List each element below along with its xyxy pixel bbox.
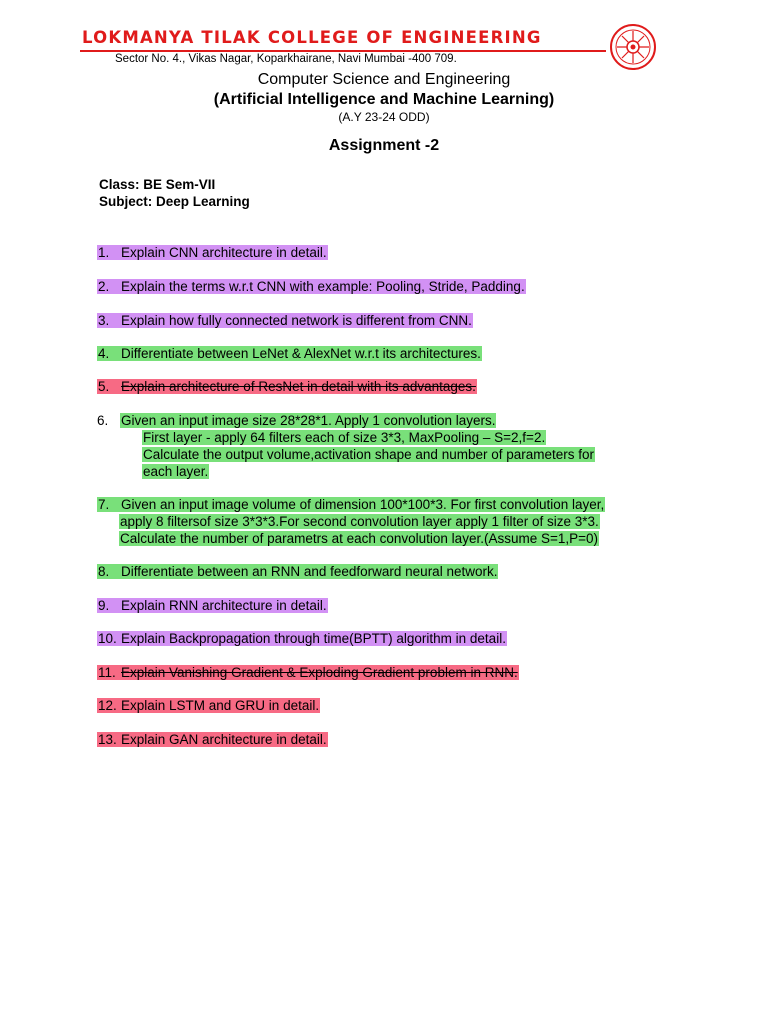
- question-number: 8.: [98, 564, 110, 579]
- question-number: 2.: [98, 279, 110, 294]
- question-7-line-3: Calculate the number of parametrs at each convolution layer.(Assume S=1,P=0): [120, 531, 599, 546]
- question-text: Given an input image size 28*28*1. Apply 1 convolution layers.: [121, 413, 496, 428]
- question-text: Differentiate between LeNet & AlexNet w.r.t its architectures.: [121, 346, 481, 361]
- class-info: Class: BE Sem-VII: [99, 177, 216, 192]
- question-text: Explain Backpropagation through time(BPTT) algorithm in detail.: [121, 631, 506, 646]
- question-number: 7.: [98, 497, 110, 512]
- question-number: 9.: [98, 598, 110, 613]
- question-7: [97, 496, 605, 513]
- question-number: 6.: [97, 413, 109, 428]
- question-6-line-2: First layer - apply 64 filters each of size 3*3, MaxPooling – S=2,f=2.: [143, 430, 546, 445]
- question-text: Explain LSTM and GRU in detail.: [121, 698, 320, 713]
- question-text: Differentiate between an RNN and feedforward neural network.: [121, 564, 498, 579]
- question-9: [97, 597, 328, 614]
- question-text: Explain architecture of ResNet in detail with its advantages.: [121, 379, 476, 394]
- college-logo-icon: [608, 22, 658, 72]
- page-title: Assignment -2: [328, 137, 440, 154]
- college-address: Sector No. 4., Vikas Nagar, Koparkhairane, Navi Mumbai -400 709.: [115, 53, 457, 65]
- letterhead: [0, 0, 768, 70]
- question-number: 4.: [98, 346, 110, 361]
- question-text: Explain RNN architecture in detail.: [121, 598, 327, 613]
- question-text: Explain how fully connected network is different from CNN.: [121, 313, 472, 328]
- question-number: 11.: [98, 665, 116, 680]
- college-name: LOKMANYA TILAK COLLEGE OF ENGINEERING: [82, 28, 542, 47]
- question-4: [97, 345, 482, 362]
- department-name: Computer Science and Engineering: [257, 71, 511, 88]
- question-10: [97, 630, 507, 647]
- question-number: 10.: [98, 631, 117, 646]
- question-text: Explain the terms w.r.t CNN with example: Pooling, Stride, Padding.: [121, 279, 525, 294]
- question-3: [97, 312, 473, 329]
- question-7-line-2: apply 8 filtersof size 3*3*3.For second convolution layer apply 1 filter of size 3*3.: [120, 514, 599, 529]
- specialization: (Artificial Intelligence and Machine Learning): [213, 91, 555, 108]
- question-11: [97, 664, 519, 681]
- question-8: [97, 563, 498, 580]
- question-number: 13.: [98, 732, 117, 747]
- question-6: [97, 412, 496, 429]
- question-number: 3.: [98, 313, 110, 328]
- academic-year: (A.Y 23-24 ODD): [338, 110, 430, 124]
- question-number: 12.: [98, 698, 117, 713]
- subject-info: Subject: Deep Learning: [99, 194, 250, 209]
- question-text: Explain Vanishing Gradient & Exploding Gradient problem in RNN.: [121, 665, 518, 680]
- question-number: 5.: [98, 379, 110, 394]
- question-1: [97, 244, 328, 261]
- question-text: Explain GAN architecture in detail.: [121, 732, 327, 747]
- question-2: [97, 278, 526, 295]
- question-number: 1.: [98, 245, 110, 260]
- header-rule: [80, 50, 606, 52]
- question-text: Explain CNN architecture in detail.: [121, 245, 327, 260]
- question-6-line-4: each layer.: [143, 464, 209, 479]
- question-6-line-3: Calculate the output volume,activation shape and number of parameters for: [143, 447, 595, 462]
- question-text: Given an input image volume of dimension 100*100*3. For first convolution layer,: [121, 497, 605, 512]
- question-12: [97, 697, 320, 714]
- question-5: [97, 378, 477, 395]
- question-13: [97, 731, 328, 748]
